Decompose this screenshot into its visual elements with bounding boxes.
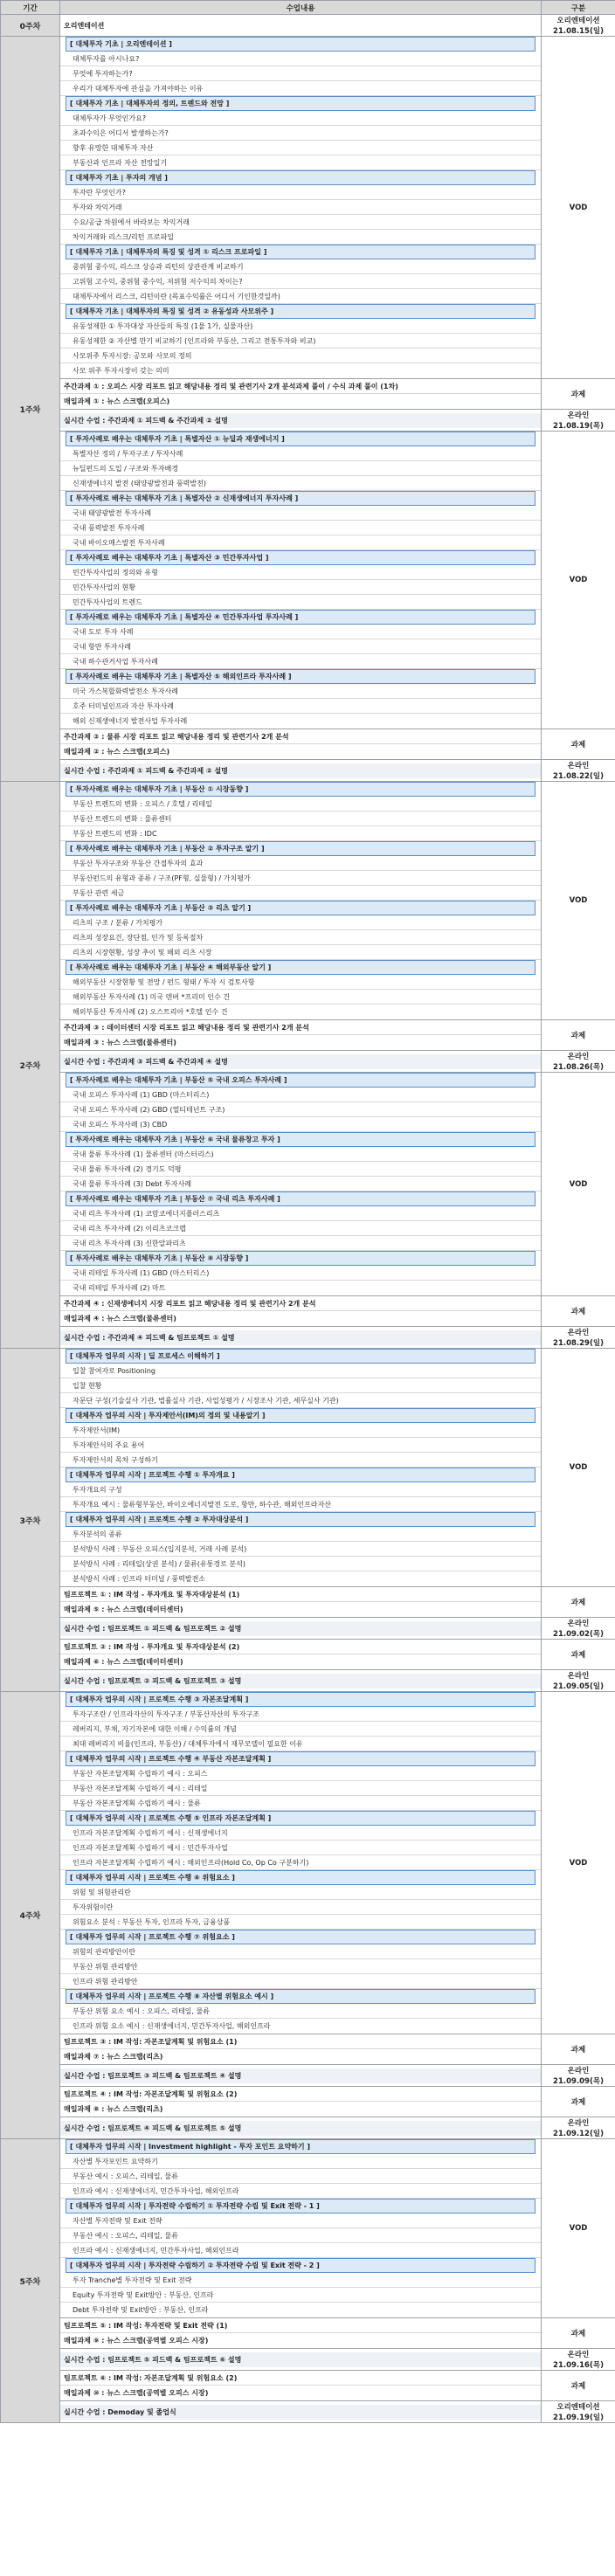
- schedule-row: [1, 1692, 615, 2034]
- lesson-content-cell: [60, 1020, 542, 1051]
- session-type-cell: 과제: [542, 1020, 615, 1051]
- section-header: [ 대체투자 업무의 시작 | 투자전략 수립하기 ② 투자전략 수립 및 Exit 전략 - 2 ]: [66, 2258, 536, 2273]
- assignment-item: 매일과제 ⑥ : 뉴스 스크랩(데이터센터): [64, 1658, 183, 1666]
- lesson-item: 대체투자를 아시나요?: [60, 52, 541, 66]
- schedule-row: [1, 1073, 615, 1296]
- lesson-content-cell: [60, 2139, 542, 2318]
- lesson-item: 국내 물류 투자사례 (3) Debt 투자사례: [60, 1177, 541, 1191]
- lesson-item: 국내 리츠 투자사례 (2) 이리츠코크렙: [60, 1221, 541, 1236]
- assignment-item: 매일과제 ① : 뉴스 스크랩(오피스): [64, 397, 170, 405]
- schedule-row: [1, 760, 615, 782]
- assignment-item: 팀프로젝트 ③ : IM 작성: 자본조달계획 및 위험요소 (1): [60, 2034, 541, 2049]
- assignment-item: 매일과제 ⑤ : 뉴스 스크랩(데이터센터): [64, 1606, 183, 1613]
- lesson-item: 국내 풍력발전 투자사례: [60, 521, 541, 535]
- schedule-row: [1, 2117, 615, 2139]
- live-session-item: 실시간 수업 : 팀프로젝트 ④ 피드백 & 팀프로젝트 ⑤ 설명: [60, 2121, 541, 2136]
- lesson-item: 투자위험이란: [60, 1900, 541, 1915]
- live-session-item: 실시간 수업 : Demoday 및 졸업식: [60, 2405, 541, 2420]
- section-header: [ 대체투자 업무의 시작 | 프로젝트 수행 ⑤ 인프라 자본조달계획 ]: [66, 1811, 536, 1826]
- lesson-item: 해외 신재생에너지 발전사업 투자사례: [73, 717, 188, 725]
- live-session-item: 실시간 수업 : 주간과제 ④ 피드백 & 팀프로젝트 ① 설명: [60, 1330, 541, 1345]
- session-type-cell: 과제: [542, 1296, 615, 1327]
- lesson-item: 국내 오피스 투자사례 (1) GBD (마스터리스): [60, 1088, 541, 1102]
- lesson-item: 분석방식 사례 : 리테일(상권 분석) / 물류(유통경로 분석): [60, 1557, 541, 1571]
- schedule-row: [1, 2349, 615, 2371]
- session-type-cell: 온라인 21.09.09(목): [542, 2065, 615, 2087]
- lesson-item: 차익거래와 리스크/리턴 프로파일: [60, 230, 541, 245]
- lesson-item: 최대 레버리지 비율(인프라, 부동산) / 대체투자에서 재무모델이 필요한 이유: [60, 1737, 541, 1751]
- schedule-row: [1, 1670, 615, 1692]
- lesson-content-cell: [60, 1051, 542, 1073]
- lesson-item: 투자제안서의 목차 구성하기: [60, 1453, 541, 1468]
- schedule-row: [1, 15, 615, 37]
- lesson-item: 사모위주 투자시장: 공모와 사모의 정의: [60, 349, 541, 363]
- section-header: [ 투자사례로 배우는 대체투자 기초 | 부동산 ① 시장동향 ]: [66, 782, 536, 797]
- lesson-item: Debt 투자전략 및 Exit방안 : 부동산, 인프라: [73, 2306, 209, 2314]
- lesson-item: 향후 유망한 대체투자 자산: [60, 141, 541, 155]
- section-header: [ 투자사례로 배우는 대체투자 기초 | 부동산 ② 투자구조 알기 ]: [66, 841, 536, 856]
- lesson-content-cell: [60, 760, 542, 782]
- assignment-item: 주간과제 ② : 물류 시장 리포트 읽고 해당내용 정리 및 관련기사 2개 분석: [60, 729, 541, 744]
- section-header: [ 투자사례로 배우는 대체투자 기초 | 부동산 ③ 리츠 알기 ]: [66, 901, 536, 915]
- section-header: [ 대체투자 업무의 시작 | 프로젝트 수행 ④ 부동산 자본조달계획 ]: [66, 1751, 536, 1766]
- session-type-cell: VOD: [542, 432, 615, 729]
- lesson-content-cell: [60, 2349, 542, 2371]
- lesson-item: 부동산 자본조달계획 수립하기 예시 : 오피스: [60, 1766, 541, 1781]
- lesson-content-cell: [60, 37, 542, 379]
- lesson-item: 부동산 자본조달계획 수립하기 예시 : 리테일: [60, 1781, 541, 1796]
- lesson-content-cell: [60, 1692, 542, 2034]
- section-header: [ 투자사례로 배우는 대체투자 기초 | 부동산 ⑤ 국내 오피스 투자사례 ]: [66, 1073, 536, 1088]
- session-type-cell: 온라인 21.09.16(목): [542, 2349, 615, 2371]
- lesson-item: 부동산 위험 관리방안: [60, 1959, 541, 1974]
- lesson-item: 국내 리츠 투자사례 (3) 신한알파리츠: [60, 1236, 541, 1251]
- section-header: [ 대체투자 업무의 시작 | 프로젝트 수행 ② 투자대상분석 ]: [66, 1512, 536, 1527]
- lesson-item: 뉴딜펀드의 도입 / 구조와 투자배경: [60, 461, 541, 476]
- live-session-item: 실시간 수업 : 팀프로젝트 ⑤ 피드백 & 팀프로젝트 ⑥ 설명: [60, 2352, 541, 2367]
- assignment-item: 주간과제 ① : 오피스 시장 리포트 읽고 해당내용 정리 및 관련기사 2개 분석과제 풀이 / 수식 과제 풀이 (1차): [60, 379, 541, 394]
- lesson-item: 부동산 관련 세금: [60, 886, 541, 901]
- session-type-cell: 과제: [542, 379, 615, 410]
- section-header: [ 대체투자 업무의 시작 | 프로젝트 수행 ⑥ 위험요소 ]: [66, 1870, 536, 1885]
- lesson-item: 위험의 관리방안이란: [60, 1944, 541, 1959]
- lesson-item: 해외부동산 시장현황 및 전망 / 펀드 형태 / 투자 시 검토사항: [60, 975, 541, 990]
- lesson-content-cell: [60, 410, 542, 432]
- lesson-content-cell: [60, 1670, 542, 1692]
- schedule-row: [1, 1587, 615, 1618]
- schedule-row: [1, 1640, 615, 1670]
- section-header: [ 대체투자 기초 | 오리엔테이션 ]: [66, 37, 536, 52]
- lesson-item: 인프라 위험 관리방안: [60, 1974, 541, 1989]
- session-type-cell: 과제: [542, 2371, 615, 2401]
- schedule-row: [1, 37, 615, 379]
- week-label: 2주차: [1, 782, 60, 1349]
- live-session-item: 실시간 수업 : 주간과제 ① 피드백 & 주간과제 ② 설명: [60, 413, 541, 428]
- lesson-item: 투자개요의 구성: [60, 1482, 541, 1497]
- lesson-item: 투자란 무엇인가?: [60, 185, 541, 200]
- lesson-item: 국내 리테일 투자사례 (1) GBD (마스터리스): [60, 1266, 541, 1281]
- assignment-item: 오리엔테이션: [64, 21, 105, 30]
- lesson-item: 민간투자사업의 정의와 유형: [60, 565, 541, 580]
- lesson-item: 투자와 차익거래: [60, 200, 541, 215]
- schedule-row: [1, 729, 615, 760]
- session-type-cell: VOD: [542, 1692, 615, 2034]
- assignment-item: 매일과제 ④ : 뉴스 스크랩(물류센터): [64, 1315, 176, 1323]
- lesson-item: 국내 도로 투자 사례: [60, 625, 541, 639]
- lesson-item: 투자제안서의 주요 용어: [60, 1438, 541, 1453]
- session-type-cell: VOD: [542, 2139, 615, 2318]
- session-type-cell: VOD: [542, 1349, 615, 1587]
- schedule-row: [1, 2065, 615, 2087]
- lesson-content-cell: [60, 1640, 542, 1670]
- lesson-item: Equity 투자전략 및 Exit방안 : 부동산, 인프라: [60, 2288, 541, 2303]
- session-type-cell: 오리엔테이션 21.08.15(일): [542, 15, 615, 37]
- lesson-item: 국내 오피스 투자사례 (2) GBD (멀티테넌트 구조): [60, 1102, 541, 1117]
- live-session-item: 실시간 수업 : 팀프로젝트 ③ 피드백 & 팀프로젝트 ④ 설명: [60, 2068, 541, 2083]
- lesson-item: 인프라 위험 요소 예시 : 신재생에너지, 민간투자사업, 해외인프라: [73, 2022, 271, 2030]
- section-header: [ 대체투자 업무의 시작 | 투자제안서(IM)의 정의 및 내용알기 ]: [66, 1408, 536, 1423]
- week-label: 4주차: [1, 1692, 60, 2139]
- assignment-item: 팀프로젝트 ⑥ : IM 작성: 자본조달계획 및 위험요소 (2): [60, 2371, 541, 2386]
- week-label: 0주차: [1, 15, 60, 37]
- schedule-row: [1, 1327, 615, 1349]
- assignment-item: 팀프로젝트 ① : IM 작성 - 투자개요 및 투자대상분석 (1): [60, 1587, 541, 1602]
- section-header: [ 대체투자 업무의 시작 | 프로젝트 수행 ③ 자본조달계획 ]: [66, 1692, 536, 1707]
- lesson-item: 입찰 현황: [60, 1378, 541, 1393]
- week-label: 5주차: [1, 2139, 60, 2423]
- curriculum-body: [1, 15, 615, 2423]
- section-header: [ 투자사례로 배우는 대체투자 기초 | 부동산 ⑦ 국내 리츠 투자사례 ]: [66, 1191, 536, 1206]
- session-type-cell: 온라인 21.08.29(일): [542, 1327, 615, 1349]
- lesson-item: 민간투자사업의 현황: [60, 580, 541, 595]
- lesson-item: 부동산 자본조달계획 수립하기 예시 : 물류: [60, 1796, 541, 1811]
- lesson-content-cell: [60, 2087, 542, 2117]
- lesson-item: 국내 물류 투자사례 (1) 물류센터 (마스터리스): [60, 1147, 541, 1162]
- lesson-item: 부동산 투자구조와 부동산 간접투자의 효과: [60, 856, 541, 871]
- lesson-content-cell: [60, 2401, 542, 2423]
- schedule-row: [1, 2034, 615, 2065]
- session-type-cell: 오리엔테이션 21.09.19(일): [542, 2401, 615, 2423]
- lesson-content-cell: [60, 2318, 542, 2349]
- schedule-row: [1, 2087, 615, 2117]
- schedule-row: [1, 379, 615, 410]
- lesson-item: 인프라 예시 : 신재생에너지, 민간투자사업, 해외인프라: [60, 2184, 541, 2199]
- lesson-item: 리츠의 구조 / 분류 / 가치평가: [60, 915, 541, 930]
- section-header: [ 투자사례로 배우는 대체투자 기초 | 특별자산 ④ 민간투자사업 투자사례 ]: [66, 610, 536, 625]
- week-label: 3주차: [1, 1349, 60, 1692]
- session-type-cell: 과제: [542, 1640, 615, 1670]
- schedule-row: [1, 1296, 615, 1327]
- lesson-item: 국내 물류 투자사례 (2) 경기도 덕평: [60, 1162, 541, 1177]
- lesson-item: 부동산 예시 : 오피스, 리테일, 물류: [60, 2228, 541, 2243]
- lesson-item: 투자분석의 종류: [60, 1527, 541, 1542]
- lesson-item: 인프라 예시 : 신재생에너지, 민간투자사업, 해외인프라: [60, 2243, 541, 2258]
- header-row: [1, 1, 615, 15]
- lesson-item: 위험요소 분석 : 부동산 투자, 인프라 투자, 금융상품: [60, 1915, 541, 1930]
- lesson-content-cell: [60, 1327, 542, 1349]
- lesson-item: 국내 태양광발전 투자사례: [60, 506, 541, 521]
- schedule-row: [1, 1618, 615, 1640]
- lesson-item: 호주 터미널인프라 자산 투자사례: [60, 699, 541, 714]
- lesson-item: 국내 항만 투자사례: [60, 639, 541, 654]
- schedule-row: [1, 1051, 615, 1073]
- lesson-item: 분석방식 사례 : 부동산 오피스(입지분석, 거래 사례 분석): [60, 1542, 541, 1557]
- session-type-cell: 과제: [542, 2087, 615, 2117]
- session-type-cell: 온라인 21.08.19(목): [542, 410, 615, 432]
- lesson-item: 국내 바이오매스발전 투자사례: [60, 535, 541, 550]
- lesson-item: 초과수익은 어디서 발생하는가?: [60, 126, 541, 141]
- lesson-item: 레버리지, 부채, 자기자본에 대한 이해 / 수익률의 개념: [60, 1722, 541, 1737]
- lesson-content-cell: [60, 2371, 542, 2401]
- live-session-item: 실시간 수업 : 팀프로젝트 ② 피드백 & 팀프로젝트 ③ 설명: [60, 1674, 541, 1689]
- session-type-cell: 과제: [542, 2318, 615, 2349]
- lesson-item: 고위험 고수익, 중위험 중수익, 저위험 저수익의 차이는?: [60, 274, 541, 289]
- live-session-item: 실시간 수업 : 주간과제 ③ 피드백 & 주간과제 ④ 설명: [60, 1054, 541, 1069]
- session-type-cell: VOD: [542, 1073, 615, 1296]
- section-header: [ 투자사례로 배우는 대체투자 기초 | 특별자산 ② 신재생에너지 투자사례 ]: [66, 491, 536, 506]
- schedule-row: [1, 2139, 615, 2318]
- lesson-item: 투자 Tranche별 투자전략 및 Exit 전략: [60, 2273, 541, 2288]
- lesson-item: 투자구조란 / 인프라자산의 투자구조 / 부동산자산의 투자구조: [60, 1707, 541, 1722]
- section-header: [ 대체투자 업무의 시작 | 투자전략 수립하기 ① 투자전략 수립 및 Exit 전략 - 1 ]: [66, 2199, 536, 2213]
- lesson-item: 중위험 중수익, 리스크 상승과 리턴의 상관관계 비교하기: [60, 259, 541, 274]
- lesson-content-cell: [60, 2117, 542, 2139]
- lesson-item: 국내 오피스 투자사례 (3) CBD: [60, 1117, 541, 1132]
- lesson-item: 투자개요 예시 : 물류형부동산, 바이오에너지발전 도로, 항만, 하수관, 해외인프라자산: [60, 1497, 541, 1512]
- lesson-content-cell: [60, 729, 542, 760]
- lesson-item: 리츠의 성장요건, 장단점, 인가 및 등록절차: [60, 930, 541, 945]
- assignment-item: 매일과제 ② : 뉴스 스크랩(오피스): [64, 748, 170, 756]
- section-header: [ 투자사례로 배우는 대체투자 기초 | 특별자산 ⑤ 해외인프라 투자사례 ]: [66, 669, 536, 684]
- lesson-content-cell: [60, 379, 542, 410]
- lesson-content-cell: [60, 782, 542, 1020]
- session-type-cell: 과제: [542, 729, 615, 760]
- week-label: 1주차: [1, 37, 60, 782]
- lesson-item: 무엇에 투자하는가?: [60, 66, 541, 81]
- lesson-content-cell: [60, 1073, 542, 1296]
- assignment-item: 매일과제 ⑩ : 뉴스 스크랩(공역별 오피스 시장): [64, 2389, 209, 2397]
- lesson-item: 우리가 대체투자에 관심을 가져야하는 이유: [60, 81, 541, 96]
- session-type-cell: 온라인 21.09.02(목): [542, 1618, 615, 1640]
- lesson-item: 인프라 자본조달계획 수립하기 예시 : 해외인프라(Hold Co, Op Co 구분하기): [60, 1855, 541, 1870]
- lesson-item: 수요/공급 차원에서 바라보는 차익거래: [60, 215, 541, 230]
- lesson-content-cell: [60, 2065, 542, 2087]
- lesson-item: 유동성제한 ① 투자대상 자산들의 특징 (1물 1가, 실물자산): [60, 319, 541, 334]
- header-content: 수업내용: [60, 1, 542, 15]
- lesson-content-cell: [60, 1618, 542, 1640]
- assignment-item: 매일과제 ⑦ : 뉴스 스크랩(리츠): [64, 2053, 163, 2061]
- section-header: [ 대체투자 업무의 시작 | Investment highlight - 투자 포인트 요약하기 ]: [66, 2139, 536, 2154]
- assignment-item: 매일과제 ③ : 뉴스 스크랩(물류센터): [64, 1039, 176, 1046]
- schedule-row: [1, 410, 615, 432]
- lesson-item: 부동산과 인프라 자산 전망일기: [60, 155, 541, 170]
- lesson-item: 유동성제한 ② 자산별 만기 비교하기 (인프라와 부동산, 그리고 전통투자와 비교): [60, 334, 541, 349]
- assignment-item: 팀프로젝트 ⑤ : IM 작성: 투자전략 및 Exit 전략 (1): [60, 2318, 541, 2333]
- section-header: [ 투자사례로 배우는 대체투자 기초 | 부동산 ④ 해외부동산 알기 ]: [66, 960, 536, 975]
- session-type-cell: 온라인 21.08.26(목): [542, 1051, 615, 1073]
- lesson-item: 사모 위주 투자시장이 갖는 의미: [73, 367, 169, 375]
- lesson-item: 인프라 자본조달계획 수립하기 예시 : 신재생에너지: [60, 1826, 541, 1840]
- section-header: [ 대체투자 기초 | 대체투자의 특징 및 성격 ② 유동성과 사모위주 ]: [66, 304, 536, 319]
- session-type-cell: 온라인 21.09.05(일): [542, 1670, 615, 1692]
- lesson-item: 국내 리테일 투자사례 (2) 마트: [73, 1284, 166, 1292]
- section-header: [ 대체투자 기초 | 대체투자의 정의, 트렌드와 전망 ]: [66, 96, 536, 111]
- section-header: [ 투자사례로 배우는 대체투자 기초 | 특별자산 ① 뉴딜과 재생에너지 ]: [66, 432, 536, 446]
- lesson-item: 인프라 자본조달계획 수립하기 예시 : 민간투자사업: [60, 1840, 541, 1855]
- lesson-item: 투자제안서(IM): [60, 1423, 541, 1438]
- lesson-item: 부동산 위험 요소 예시 : 오피스, 리테일, 물류: [60, 2004, 541, 2019]
- lesson-item: 입찰 참여자로 Positioning: [60, 1364, 541, 1378]
- lesson-item: 자산별 투자전략 및 Exit 전략: [60, 2213, 541, 2228]
- section-header: [ 대체투자 업무의 시작 | 딜 프로세스 이해하기 ]: [66, 1349, 536, 1364]
- section-header: [ 투자사례로 배우는 대체투자 기초 | 특별자산 ③ 민간투자사업 ]: [66, 550, 536, 565]
- session-type-cell: VOD: [542, 37, 615, 379]
- section-header: [ 대체투자 기초 | 투자의 개념 ]: [66, 170, 536, 185]
- live-session-item: 실시간 수업 : 팀프로젝트 ① 피드백 & 팀프로젝트 ② 설명: [60, 1621, 541, 1636]
- lesson-item: 리츠의 시장현황, 성장 추이 및 해외 리츠 시장: [60, 945, 541, 960]
- lesson-item: 미국 가스복합화력발전소 투자사례: [60, 684, 541, 699]
- session-type-cell: VOD: [542, 782, 615, 1020]
- assignment-item: 주간과제 ④ : 신재생에너지 시장 리포트 읽고 해당내용 정리 및 관련기사 2개 분석: [60, 1296, 541, 1311]
- lesson-item: 자산별 투자포인트 요약하기: [60, 2154, 541, 2169]
- lesson-content-cell: [60, 432, 542, 729]
- assignment-item: 팀프로젝트 ② : IM 작성 - 투자개요 및 투자대상분석 (2): [60, 1640, 541, 1654]
- session-type-cell: 온라인 21.08.22(일): [542, 760, 615, 782]
- lesson-item: 분석방식 사례 : 인프라 터미널 / 풍력발전소: [73, 1575, 206, 1583]
- lesson-item: 대체투자가 무엇인가요?: [60, 111, 541, 126]
- schedule-row: [1, 782, 615, 1020]
- lesson-content-cell: [60, 1349, 542, 1587]
- lesson-item: 국내 리츠 투자사례 (1) 코람코에너지플러스리츠: [60, 1206, 541, 1221]
- assignment-item: 팀프로젝트 ④ : IM 작성: 자본조달계획 및 위험요소 (2): [60, 2087, 541, 2102]
- schedule-row: [1, 2401, 615, 2423]
- schedule-row: [1, 1349, 615, 1587]
- lesson-item: 부동산 트렌드의 변화 : 오피스 / 호텔 / 리테일: [60, 797, 541, 811]
- lesson-item: 위험 및 위험관리란: [60, 1885, 541, 1900]
- session-type-cell: 과제: [542, 1587, 615, 1618]
- lesson-content-cell: [60, 1587, 542, 1618]
- header-period: 기간: [1, 1, 60, 15]
- section-header: [ 대체투자 업무의 시작 | 프로젝트 수행 ⑦ 위험요소 ]: [66, 1930, 536, 1944]
- lesson-item: 해외부동산 투자사례 (2) 오스트리아 *호텔 인수 건: [73, 1008, 228, 1016]
- section-header: [ 대체투자 업무의 시작 | 프로젝트 수행 ⑧ 자산별 위험요소 예시 ]: [66, 1989, 536, 2004]
- lesson-item: 신재생에너지 발전 (태양광발전과 풍력발전): [60, 476, 541, 491]
- lesson-item: 부동산펀드의 유형과 종류 / 구조(PF형, 실물형) / 가치평가: [60, 871, 541, 886]
- section-header: [ 대체투자 기초 | 대체투자의 특징 및 성격 ① 리스크 프로파일 ]: [66, 245, 536, 259]
- lesson-item: 해외부동산 투자사례 (1) 미국 덴버 *프리미 인수 건: [60, 990, 541, 1005]
- lesson-item: 부동산 트렌드의 변화 : 물류센터: [60, 811, 541, 826]
- schedule-row: [1, 2371, 615, 2401]
- lesson-item: 부동산 트렌드의 변화 : IDC: [60, 826, 541, 841]
- lesson-item: 민간투자사업의 트렌드: [60, 595, 541, 610]
- schedule-row: [1, 432, 615, 729]
- section-header: [ 투자사례로 배우는 대체투자 기초 | 부동산 ⑧ 시장동향 ]: [66, 1251, 536, 1266]
- lesson-item: 특별자산 정의 / 투자구조 / 투자사례: [60, 446, 541, 461]
- schedule-row: [1, 1020, 615, 1051]
- lesson-content-cell: [60, 1296, 542, 1327]
- lesson-item: 자문단 구성(기술실사 기관, 법률실사 기관, 사업성평가 / 시장조사 기관, 세무실사 기관): [60, 1393, 541, 1408]
- session-type-cell: 과제: [542, 2034, 615, 2065]
- schedule-row: [1, 2318, 615, 2349]
- section-header: [ 투자사례로 배우는 대체투자 기초 | 부동산 ⑥ 국내 물류창고 투자 ]: [66, 1132, 536, 1147]
- lesson-item: 대체투자에서 리스크, 리턴이란 (목표수익률은 어디서 기인한것일까): [60, 289, 541, 304]
- lesson-content-cell: [60, 2034, 542, 2065]
- header-type: 구분: [542, 1, 615, 15]
- lesson-item: 국내 하수관거사업 투자사례: [60, 654, 541, 669]
- assignment-item: 주간과제 ③ : 데이터센터 시장 리포트 읽고 해당내용 정리 및 관련기사 2개 분석: [60, 1020, 541, 1035]
- assignment-item: 매일과제 ⑧ : 뉴스 스크랩(리츠): [64, 2105, 163, 2113]
- session-type-cell: 온라인 21.09.12(일): [542, 2117, 615, 2139]
- lesson-content-cell: [60, 15, 542, 37]
- section-header: [ 대체투자 업무의 시작 | 프로젝트 수행 ① 투자개요 ]: [66, 1468, 536, 1482]
- lesson-item: 부동산 예시 : 오피스, 리테일, 물류: [60, 2169, 541, 2184]
- live-session-item: 실시간 수업 : 주간과제 ① 피드백 & 주간과제 ② 설명: [60, 763, 541, 778]
- assignment-item: 매일과제 ⑨ : 뉴스 스크랩(공역별 오피스 시장): [64, 2337, 209, 2345]
